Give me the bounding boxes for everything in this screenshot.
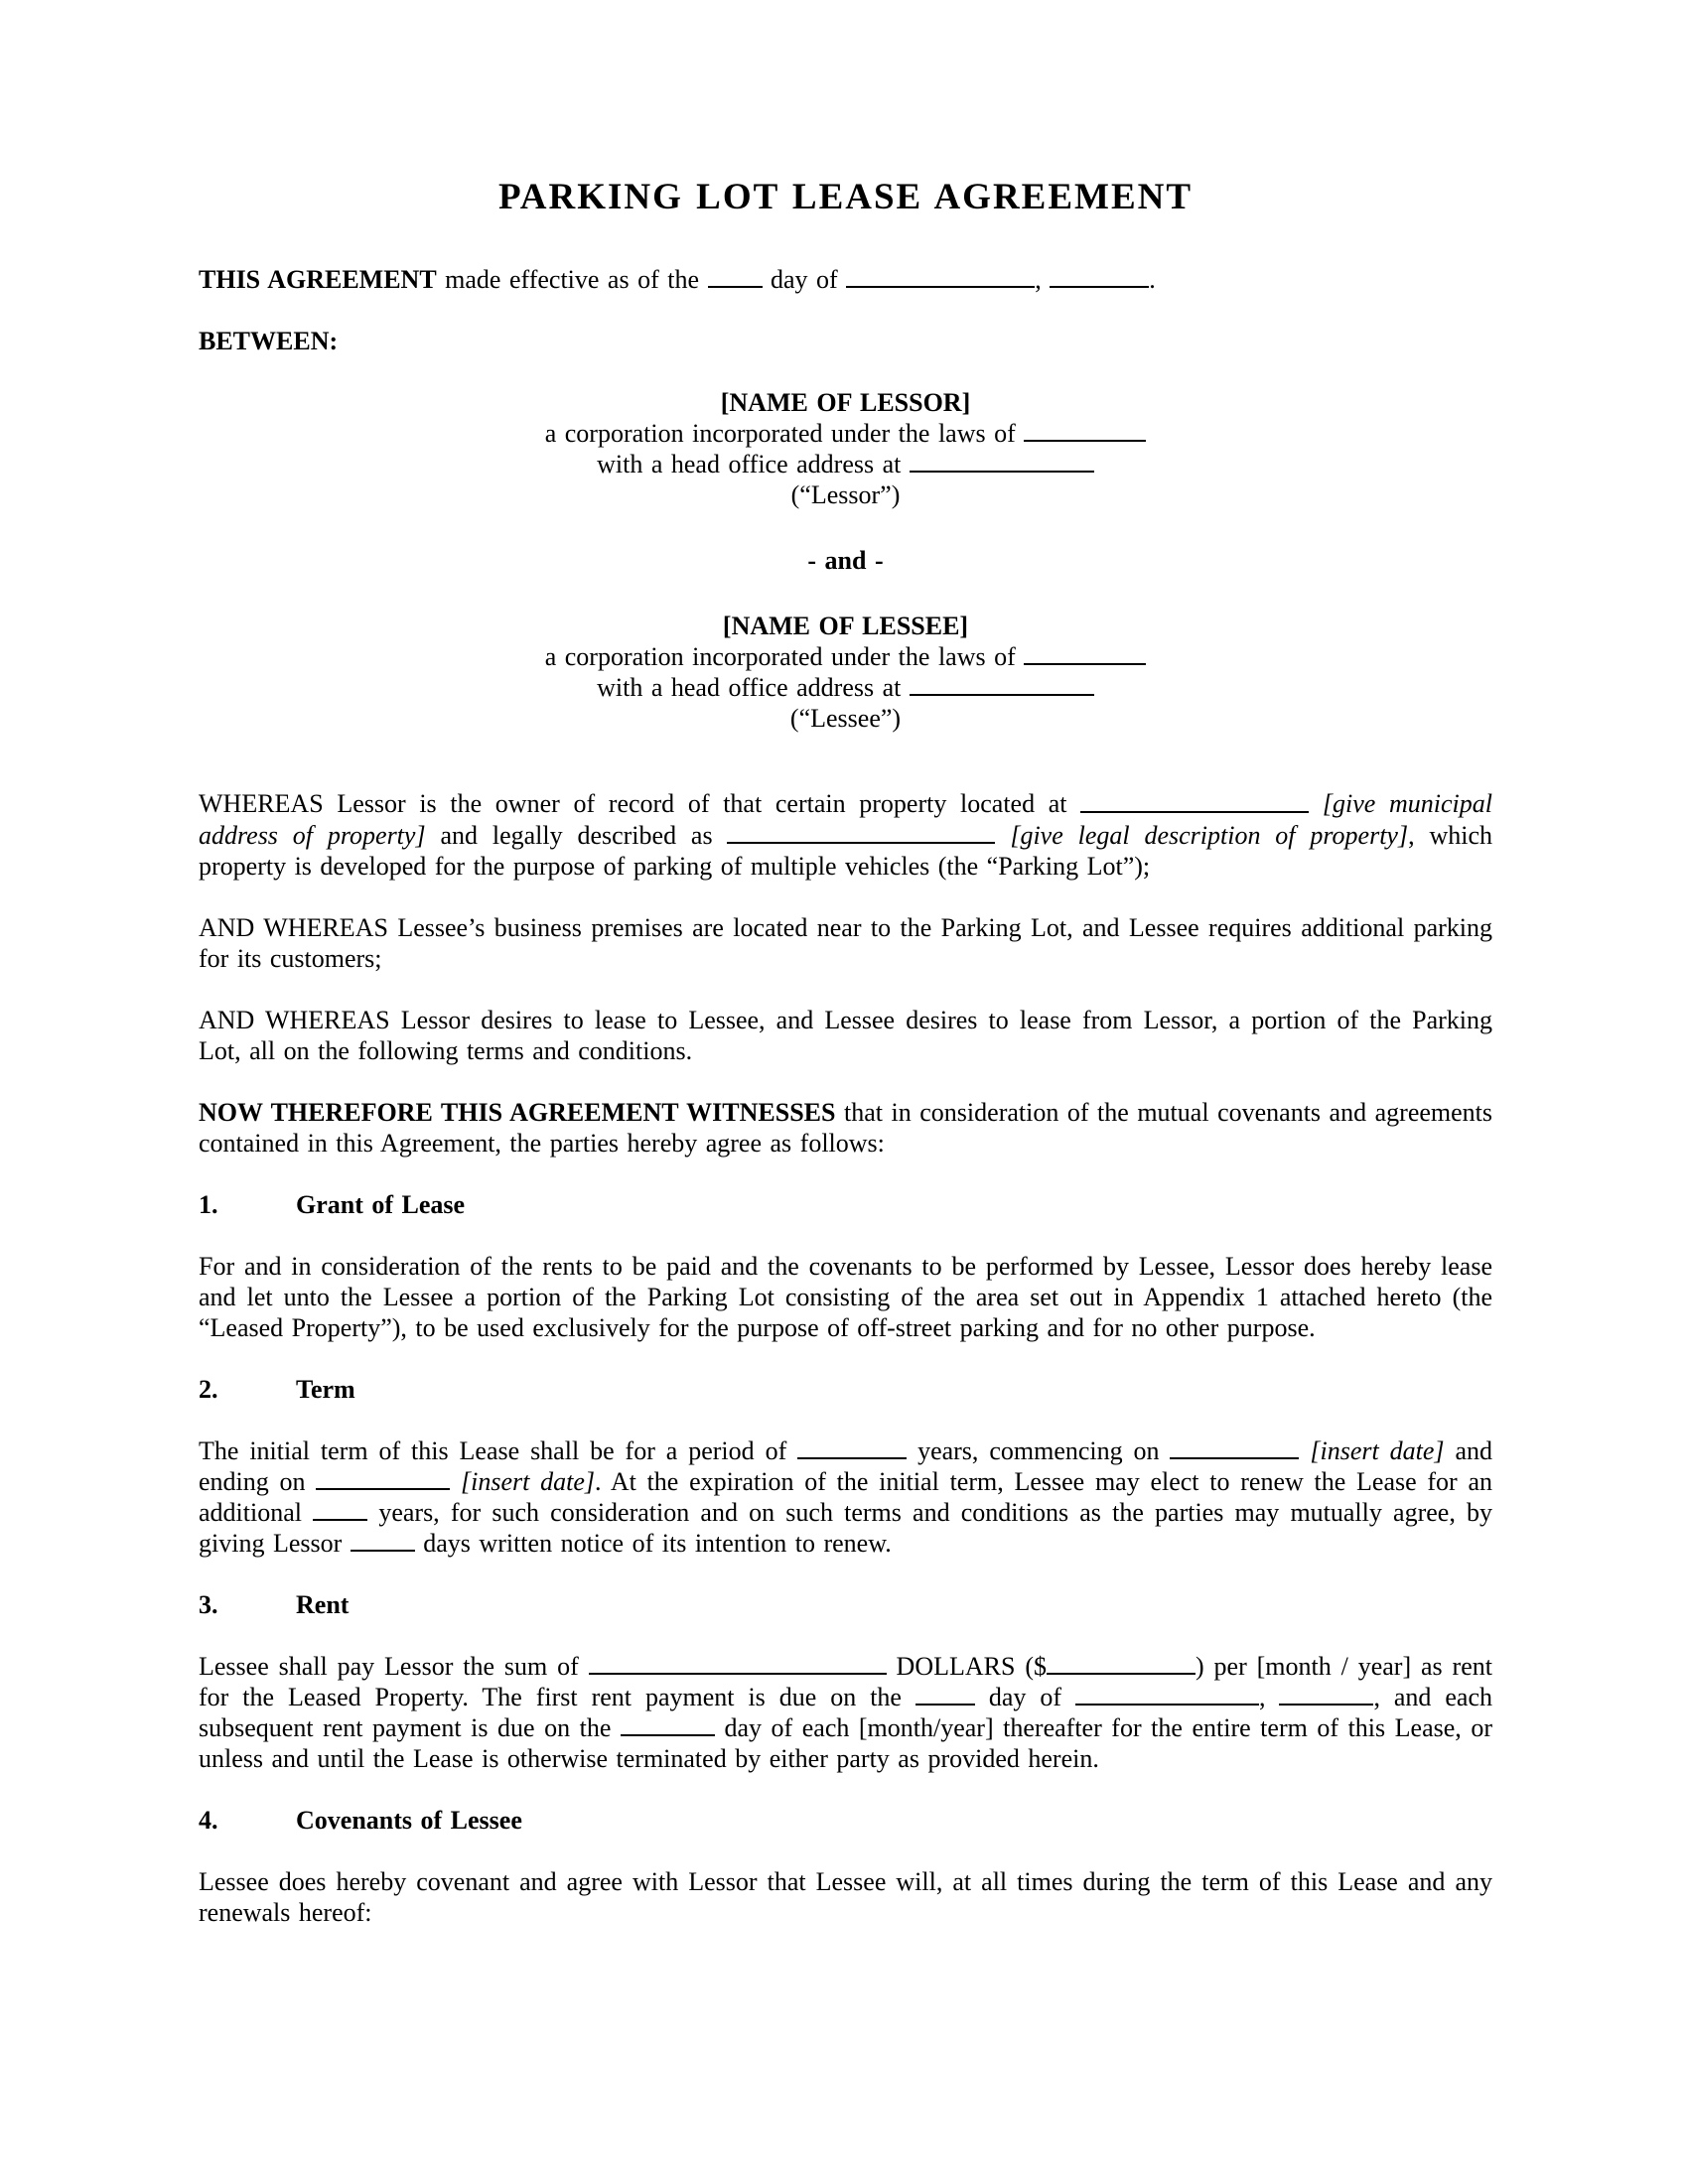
lessee-address-line — [199, 672, 1492, 703]
text-run: THIS AGREEMENT — [199, 265, 437, 295]
text-run: day of each [month/year] thereafter for the entire term of this Lease, or unless and until the Lease is otherwise terminated by either party as provided herein. — [199, 1713, 1492, 1774]
section-1-paragraph — [199, 1251, 1492, 1343]
text-run: , and each subsequent rent payment is due on the — [199, 1683, 1493, 1743]
blank-line — [1024, 641, 1146, 665]
blank-line — [316, 1466, 450, 1490]
blank-line — [797, 1435, 907, 1459]
section-1-title: Grant of Lease — [296, 1189, 466, 1219]
section-2-title: Term — [296, 1374, 355, 1404]
lessee-incorporation-line — [199, 641, 1492, 672]
text-run: NOW THEREFORE THIS AGREEMENT WITNESSES — [199, 1097, 836, 1127]
text-run: AND WHEREAS Lessor desires to lease to Lessee, and Lessee desires to lease from Lessor, a portion of the Parking Lot, all on the following terms and conditions. — [199, 1005, 1492, 1065]
section-2-number: 2. — [199, 1374, 218, 1404]
text-run: , — [1035, 265, 1051, 295]
text-run: [give legal description of property] — [1010, 820, 1409, 850]
text-run: [insert date] — [1310, 1435, 1445, 1465]
text-run: [insert date] — [461, 1466, 595, 1496]
document-title: PARKING LOT LEASE AGREEMENT — [497, 177, 1194, 217]
lessee-alias: (“Lessee”) — [789, 704, 902, 734]
text-run: For and in consideration of the rents to be paid and the covenants to be performed by Lessee, Lessor does hereby lease and let unto the Lessee a portion of the Parking Lot consisting of the area set out in Appendix 1 attached hereto (the “Leased Property”), to be used exclusively for the purpose of off-street parking and for no other purpose. — [199, 1251, 1492, 1342]
text-run — [450, 1467, 461, 1496]
text-run: days written notice of its intention to renew. — [414, 1529, 892, 1559]
intro-paragraph — [199, 264, 1492, 295]
section-4-number: 4. — [199, 1806, 218, 1836]
text-run: Lessee does hereby covenant and agree with Lessor that Lessee will, at all times during the term of this Lease and any renewals hereof: — [199, 1867, 1492, 1928]
section-4-title: Covenants of Lessee — [296, 1806, 522, 1836]
section-3-title: Rent — [296, 1590, 350, 1620]
text-run — [1299, 1436, 1310, 1465]
lessee-name: [NAME OF LESSEE] — [722, 612, 969, 641]
text-run: that in consideration of the mutual covenants and agreements contained in this Agreement, the parties hereby agree as follows: — [199, 1097, 1493, 1158]
lessor-address-line — [199, 449, 1492, 479]
blank-line — [915, 1682, 975, 1706]
text-run: WHEREAS Lessor is the owner of record of that certain property located at — [199, 789, 1081, 819]
recital-whereas — [199, 788, 1492, 881]
text-run: years, commencing on — [907, 1435, 1171, 1465]
blank-line — [727, 820, 995, 844]
recital-and-whereas-lease — [199, 1005, 1492, 1066]
lessor-alias: (“Lessor”) — [790, 480, 901, 510]
section-3-paragraph — [199, 1651, 1492, 1774]
text-run: and legally described as — [425, 820, 728, 850]
recital-now-therefore — [199, 1097, 1492, 1159]
blank-line — [1080, 788, 1309, 812]
text-run: and ending on — [199, 1435, 1492, 1496]
text-run: AND WHEREAS Lessee’s business premises are located near to the Parking Lot, and Lessee requires additional parking for its customers; — [199, 912, 1492, 973]
text-run: made effective as of the — [436, 265, 708, 295]
blank-line — [1279, 1682, 1373, 1706]
text-run: a corporation incorporated under the laws of — [544, 642, 1025, 672]
lessor-name: [NAME OF LESSOR] — [720, 388, 971, 418]
text-run: years, for such consideration and on such terms and conditions as the parties may mutually agree, by giving Lessor — [199, 1497, 1492, 1559]
text-run: . At the expiration of the initial term, Lessee may elect to renew the Lease for an additional — [199, 1466, 1492, 1527]
and-separator: - and - — [807, 546, 884, 576]
blank-line — [589, 1651, 887, 1675]
lessee-block — [199, 611, 1492, 734]
section-1-number: 1. — [199, 1189, 218, 1219]
text-run — [1309, 790, 1323, 819]
lessor-block — [199, 387, 1492, 510]
blank-line — [351, 1528, 415, 1552]
section-3-heading — [199, 1589, 1492, 1620]
section-2-heading — [199, 1374, 1492, 1405]
section-4-paragraph — [199, 1866, 1492, 1928]
section-1-heading — [199, 1189, 1492, 1220]
between-label: BETWEEN: — [199, 327, 339, 356]
section-2-paragraph — [199, 1435, 1492, 1559]
text-run: Lessee shall pay Lessor the sum of — [199, 1652, 589, 1682]
blank-line — [1075, 1682, 1259, 1706]
text-run: day of — [974, 1683, 1075, 1712]
blank-line — [910, 672, 1094, 696]
section-4-heading — [199, 1805, 1492, 1836]
lessor-incorporation-line — [199, 418, 1492, 449]
blank-line — [621, 1712, 715, 1736]
text-run: with a head office address at — [597, 673, 910, 703]
text-run: ) per [month / year] as rent for the Leased Property. The first rent payment is due on the — [199, 1652, 1492, 1712]
blank-line — [1050, 264, 1149, 288]
recital-and-whereas-premises — [199, 912, 1492, 974]
text-run: a corporation incorporated under the laws of — [544, 419, 1025, 449]
text-run: with a head office address at — [597, 450, 910, 479]
blank-line — [846, 264, 1035, 288]
blank-line — [708, 264, 763, 288]
text-run: [give municipal address of property] — [199, 789, 1492, 850]
text-run: day of — [762, 265, 847, 295]
blank-line — [1024, 418, 1146, 442]
text-run — [995, 821, 1010, 850]
text-run: The initial term of this Lease shall be for a period of — [199, 1435, 798, 1465]
blank-line — [1047, 1651, 1196, 1675]
text-run: , which property is developed for the purpose of parking of multiple vehicles (the “Parking Lot”); — [199, 820, 1492, 881]
blank-line — [910, 449, 1094, 473]
section-3-number: 3. — [199, 1590, 218, 1620]
text-run: . — [1149, 265, 1156, 295]
blank-line — [1170, 1435, 1299, 1459]
text-run: DOLLARS ($ — [886, 1652, 1047, 1682]
text-run: , — [1258, 1683, 1280, 1712]
blank-line — [313, 1497, 367, 1521]
